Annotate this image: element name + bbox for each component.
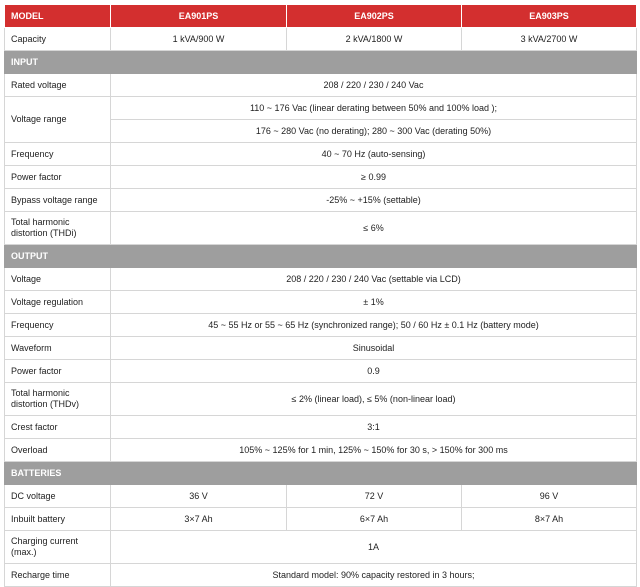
row-label: Power factor [5, 166, 111, 189]
cell-value: 96 V [462, 485, 637, 508]
cell-value: 110 ~ 176 Vac (linear derating between 50% and 100% load ); [111, 97, 637, 120]
table-row [5, 28, 637, 51]
table-row [5, 383, 637, 416]
cell-value: 105% ~ 125% for 1 min, 125% ~ 150% for 30 s, > 150% for 300 ms [111, 439, 637, 462]
row-label: Power factor [5, 360, 111, 383]
section-title: OUTPUT [5, 245, 637, 268]
table-row [5, 439, 637, 462]
table-row [5, 416, 637, 439]
table-row [5, 531, 637, 564]
cell-value: Standard model: 90% capacity restored in 3 hours; [111, 564, 637, 587]
model-name: EA901PS [111, 5, 287, 28]
cell-value: 3 kVA/2700 W [462, 28, 637, 51]
model-label: MODEL [5, 5, 111, 28]
table-row [5, 360, 637, 383]
row-label: Charging current (max.) [5, 531, 111, 564]
row-label: Overload [5, 439, 111, 462]
section-title: INPUT [5, 51, 637, 74]
table-row [5, 564, 637, 587]
row-label: Total harmonic distortion (THDv) [5, 383, 111, 416]
cell-value: Sinusoidal [111, 337, 637, 360]
table-row [5, 143, 637, 166]
row-label: Rated voltage [5, 74, 111, 97]
table-row [5, 337, 637, 360]
table-row [5, 212, 637, 245]
row-label: Frequency [5, 143, 111, 166]
cell-value: 1 kVA/900 W [111, 28, 287, 51]
table-row [5, 314, 637, 337]
row-label: Waveform [5, 337, 111, 360]
cell-value: 45 ~ 55 Hz or 55 ~ 65 Hz (synchronized range); 50 / 60 Hz ± 0.1 Hz (battery mode) [111, 314, 637, 337]
row-label: Inbuilt battery [5, 508, 111, 531]
table-row [5, 97, 637, 120]
cell-value: 1A [111, 531, 637, 564]
cell-value: ≤ 6% [111, 212, 637, 245]
row-label: Total harmonic distortion (THDi) [5, 212, 111, 245]
cell-value: 0.9 [111, 360, 637, 383]
cell-value: -25% ~ +15% (settable) [111, 189, 637, 212]
cell-value: 176 ~ 280 Vac (no derating); 280 ~ 300 Vac (derating 50%) [111, 120, 637, 143]
row-label: DC voltage [5, 485, 111, 508]
cell-value: 3:1 [111, 416, 637, 439]
row-label: Frequency [5, 314, 111, 337]
row-label: Voltage regulation [5, 291, 111, 314]
table-row [5, 189, 637, 212]
spec-table [4, 4, 637, 587]
cell-value: 2 kVA/1800 W [287, 28, 462, 51]
header-row [5, 5, 637, 28]
row-label: Recharge time [5, 564, 111, 587]
section-header-batteries [5, 462, 637, 485]
cell-value: ≤ 2% (linear load), ≤ 5% (non-linear load) [111, 383, 637, 416]
row-label: Crest factor [5, 416, 111, 439]
cell-value: 6×7 Ah [287, 508, 462, 531]
row-label: Voltage range [5, 97, 111, 143]
table-row [5, 291, 637, 314]
cell-value: ≥ 0.99 [111, 166, 637, 189]
cell-value: 208 / 220 / 230 / 240 Vac (settable via LCD) [111, 268, 637, 291]
section-header-input [5, 51, 637, 74]
cell-value: 8×7 Ah [462, 508, 637, 531]
row-label: Bypass voltage range [5, 189, 111, 212]
section-title: BATTERIES [5, 462, 637, 485]
cell-value: 208 / 220 / 230 / 240 Vac [111, 74, 637, 97]
table-row [5, 268, 637, 291]
table-row [5, 485, 637, 508]
cell-value: ± 1% [111, 291, 637, 314]
cell-value: 72 V [287, 485, 462, 508]
table-row [5, 166, 637, 189]
table-row [5, 74, 637, 97]
cell-value: 40 ~ 70 Hz (auto-sensing) [111, 143, 637, 166]
model-name: EA902PS [287, 5, 462, 28]
cell-value: 36 V [111, 485, 287, 508]
cell-value: 3×7 Ah [111, 508, 287, 531]
row-label: Capacity [5, 28, 111, 51]
row-label: Voltage [5, 268, 111, 291]
model-name: EA903PS [462, 5, 637, 28]
table-row [5, 508, 637, 531]
section-header-output [5, 245, 637, 268]
